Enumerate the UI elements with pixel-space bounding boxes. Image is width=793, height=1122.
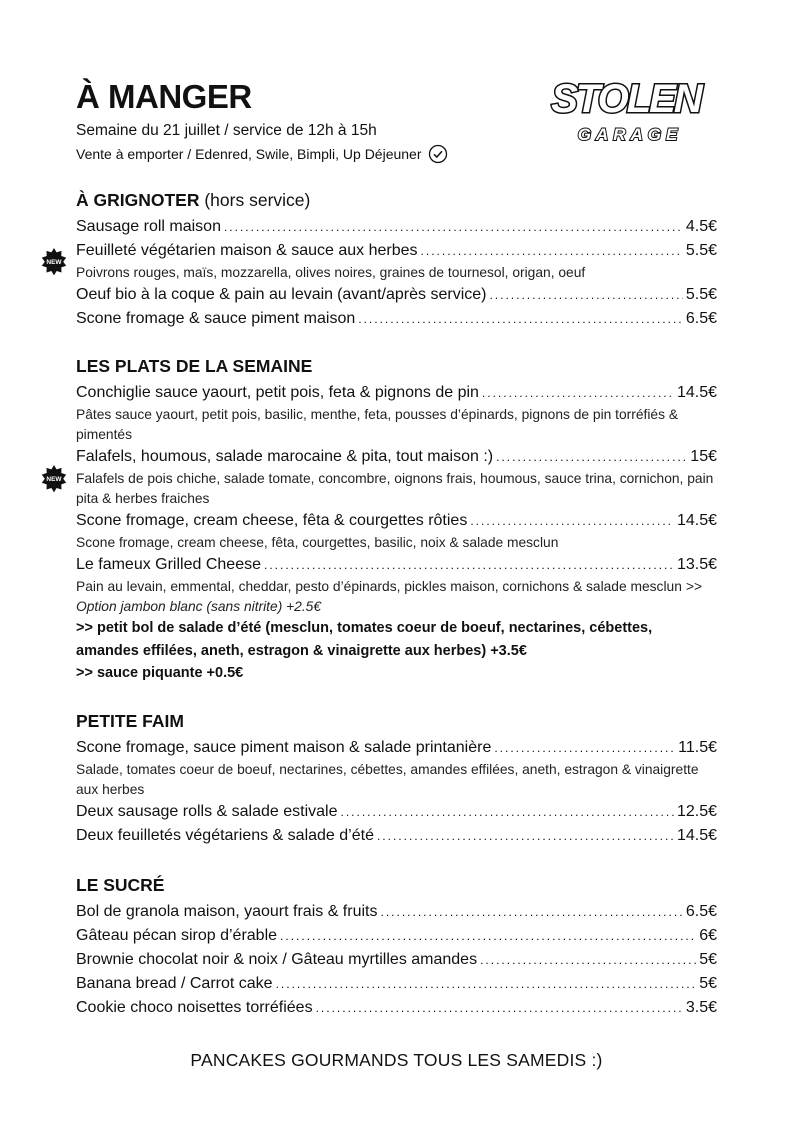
item-price: 5.5€ bbox=[685, 286, 717, 303]
payment-info: Vente à emporter / Edenred, Swile, Bimpli, Up Déjeuner bbox=[76, 146, 422, 162]
dot-leader bbox=[496, 445, 687, 469]
item-note: (avant/après service) bbox=[337, 286, 487, 303]
menu-item bbox=[76, 824, 717, 848]
new-badge-icon bbox=[40, 247, 68, 275]
dot-leader bbox=[264, 553, 674, 577]
menu-item bbox=[76, 924, 717, 948]
dot-leader bbox=[480, 948, 696, 972]
item-price: 14.5€ bbox=[676, 827, 717, 844]
menu-item bbox=[76, 239, 717, 263]
service-hours: Semaine du 21 juillet / service de 12h à 15h bbox=[76, 122, 377, 139]
item-price: 15€ bbox=[690, 448, 717, 465]
section-petite-faim bbox=[76, 708, 717, 848]
item-name: Falafels, houmous, salade marocaine & pita, tout maison :) bbox=[76, 448, 494, 465]
item-price: 6.5€ bbox=[685, 310, 717, 327]
item-name: Conchiglie sauce yaourt, petit pois, feta & pignons de pin bbox=[76, 384, 479, 401]
item-name: Feuilleté végétarien maison & sauce aux herbes bbox=[76, 242, 418, 259]
menu-item bbox=[76, 215, 717, 239]
menu-item bbox=[76, 445, 717, 469]
item-description bbox=[76, 577, 717, 617]
dot-leader bbox=[340, 800, 673, 824]
section-title bbox=[76, 187, 717, 213]
dot-leader bbox=[421, 239, 683, 263]
stolen-garage-logo bbox=[528, 70, 724, 150]
footer-announcement: PANCAKES GOURMANDS TOUS LES SAMEDIS :) bbox=[190, 1050, 603, 1070]
menu-item bbox=[76, 736, 717, 760]
item-name: Le fameux Grilled Cheese bbox=[76, 556, 261, 573]
item-price: 5€ bbox=[699, 975, 717, 992]
dot-leader bbox=[224, 215, 683, 239]
section-sucre bbox=[76, 872, 717, 1020]
item-description: Pâtes sauce yaourt, petit pois, basilic, menthe, feta, pousses d’épinards, pignons de pin torréfiés & pimentés bbox=[76, 407, 679, 442]
item-price: 5€ bbox=[699, 951, 717, 968]
menu-item bbox=[76, 948, 717, 972]
item-name: Banana bread / Carrot cake bbox=[76, 975, 273, 992]
item-name: Scone fromage, cream cheese, fêta & courgettes rôties bbox=[76, 512, 468, 529]
menu-item bbox=[76, 381, 717, 405]
item-description: Falafels de pois chiche, salade tomate, concombre, oignons frais, houmous, sauce trina, cornichon, pain pita & herbes fraiches bbox=[76, 471, 714, 506]
check-circle-icon bbox=[428, 144, 448, 164]
dot-leader bbox=[494, 736, 675, 760]
section-title-text: À GRIGNOTER bbox=[76, 190, 200, 210]
svg-text:NEW: NEW bbox=[46, 258, 62, 266]
dot-leader bbox=[489, 283, 682, 307]
section-title: LE SUCRÉ bbox=[76, 875, 165, 895]
item-price: 13.5€ bbox=[676, 556, 717, 573]
menu-item bbox=[76, 307, 717, 331]
menu-item bbox=[76, 996, 717, 1020]
item-price: 3.5€ bbox=[685, 999, 717, 1016]
extra-option: >> sauce piquante +0.5€ bbox=[76, 665, 244, 681]
item-name: Scone fromage & sauce piment maison bbox=[76, 310, 356, 327]
menu-item bbox=[76, 972, 717, 996]
item-name: Bol de granola maison, yaourt frais & fruits bbox=[76, 903, 378, 920]
item-price: 14.5€ bbox=[676, 384, 717, 401]
item-price: 6.5€ bbox=[685, 903, 717, 920]
logo-sub-text: GARAGE bbox=[577, 125, 683, 144]
menu-item bbox=[76, 509, 717, 533]
item-name: Sausage roll maison bbox=[76, 218, 221, 235]
dot-leader bbox=[316, 996, 683, 1020]
menu-item bbox=[76, 900, 717, 924]
item-name: Brownie chocolat noir & noix / Gâteau myrtilles amandes bbox=[76, 951, 478, 968]
dot-leader bbox=[276, 972, 697, 996]
section-title: LES PLATS DE LA SEMAINE bbox=[76, 356, 313, 376]
item-name: Scone fromage, sauce piment maison & salade printanière bbox=[76, 739, 492, 756]
menu-item bbox=[76, 800, 717, 824]
item-price: 12.5€ bbox=[676, 803, 717, 820]
menu-item bbox=[76, 283, 717, 307]
menu-item bbox=[76, 553, 717, 577]
item-option: >> Option jambon blanc (sans nitrite) +2.5€ bbox=[76, 579, 702, 614]
new-badge-icon bbox=[40, 464, 68, 492]
item-description: Scone fromage, cream cheese, fêta, courgettes, basilic, noix & salade mesclun bbox=[76, 535, 559, 550]
item-name: Oeuf bio à la coque & pain au levain bbox=[76, 286, 334, 303]
page-title: À MANGER bbox=[76, 78, 252, 115]
item-price: 5.5€ bbox=[685, 242, 717, 259]
item-name: Deux feuilletés végétariens & salade d’été bbox=[76, 827, 374, 844]
dot-leader bbox=[280, 924, 696, 948]
dot-leader bbox=[470, 509, 674, 533]
item-name: Deux sausage rolls & salade estivale bbox=[76, 803, 338, 820]
dot-leader bbox=[482, 381, 674, 405]
payment-info-line bbox=[76, 144, 448, 164]
svg-text:NEW: NEW bbox=[46, 475, 62, 483]
item-name: Cookie choco noisettes torréfiées bbox=[76, 999, 313, 1016]
item-price: 6€ bbox=[699, 927, 717, 944]
item-price: 11.5€ bbox=[678, 739, 717, 756]
item-name: Gâteau pécan sirop d’érable bbox=[76, 927, 278, 944]
item-description: Poivrons rouges, maïs, mozzarella, olives noires, graines de tournesol, origan, oeuf bbox=[76, 265, 586, 280]
section-plats bbox=[76, 353, 717, 685]
item-price: 14.5€ bbox=[676, 512, 717, 529]
dot-leader bbox=[377, 824, 674, 848]
item-description-text: Pain au levain, emmental, cheddar, pesto d’épinards, pickles maison, cornichons & salade mesclun bbox=[76, 579, 682, 594]
section-title: PETITE FAIM bbox=[76, 711, 184, 731]
section-note: (hors service) bbox=[204, 190, 311, 210]
logo-main-text: STOLEN bbox=[551, 77, 701, 121]
item-description: Salade, tomates coeur de boeuf, nectarines, cébettes, amandes effilées, aneth, estragon & vinaigrette aux herbes bbox=[76, 762, 699, 797]
section-grignoter bbox=[76, 187, 717, 331]
item-price: 4.5€ bbox=[685, 218, 717, 235]
dot-leader bbox=[358, 307, 683, 331]
extra-option: >> petit bol de salade d’été (mesclun, tomates coeur de boeuf, nectarines, cébettes, amandes effilées, aneth, estragon & vinaigrette aux herbes) +3.5€ bbox=[76, 620, 653, 659]
dot-leader bbox=[380, 900, 682, 924]
